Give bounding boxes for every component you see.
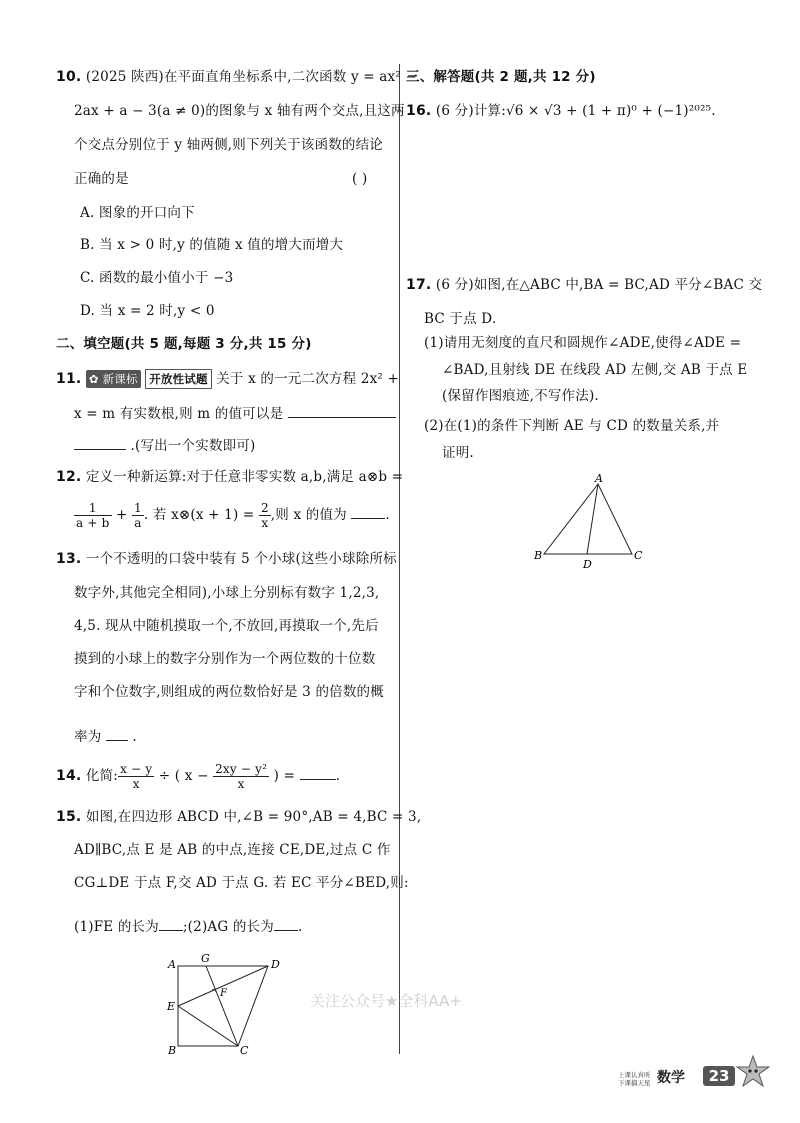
- q17-part1-line2: ∠BAD,且射线 DE 在线段 AD 左侧,交 AB 于点 E: [442, 362, 748, 378]
- q13-line4: 摸到的小球上的数字分别作为一个两位数的十位数: [74, 651, 376, 667]
- q17-part1-line1: (1)请用无刻度的直尺和圆规作∠ADE,使得∠ADE =: [424, 335, 742, 351]
- q15-figure: [164, 954, 294, 1054]
- label-a: A: [595, 472, 603, 485]
- q12-condition: . 若 x⊗(x + 1) =: [143, 507, 255, 523]
- label-g: G: [201, 954, 210, 965]
- label-c: C: [634, 549, 643, 562]
- q12-fraction-3: $\frac{2}{x}$: [260, 501, 269, 530]
- q14-fraction-2: $\frac{\text{2xy − y²}}{x}$: [215, 762, 268, 791]
- label-b: B: [168, 1044, 177, 1054]
- q14-fraction-1: $\frac{x - y}{x}$: [120, 762, 153, 791]
- q11-line3: .(写出一个实数即可): [130, 438, 256, 454]
- q12-ask: ,则 x 的值为: [270, 507, 347, 523]
- q14-prefix: 化简:: [85, 768, 119, 784]
- label-c: C: [240, 1044, 249, 1054]
- q15-line4-a: (1)FE 的长为: [74, 919, 159, 935]
- q15-answer-blank-1: [159, 916, 183, 931]
- label-e: E: [167, 1000, 176, 1013]
- q15-line1: 如图,在四边形 ABCD 中,∠B = 90°,AB = 4,BC = 3,: [85, 809, 422, 825]
- quadrilateral-abcd: [178, 966, 268, 1046]
- star-mascot-icon: [736, 1054, 770, 1094]
- q13-number: 13.: [56, 551, 82, 567]
- q12-number: 12.: [56, 469, 82, 485]
- footer-subject: 数学: [657, 1070, 685, 1086]
- q12-line1: 定义一种新运算:对于任意非零实数 a,b,满足 a⊗b =: [85, 469, 404, 485]
- label-b: B: [534, 549, 543, 562]
- fill-section-title: 二、填空题(共 5 题,每题 3 分,共 15 分): [56, 336, 312, 352]
- footer-tagline: [618, 1071, 651, 1087]
- q12-answer-blank: [351, 506, 385, 519]
- q13-line2: 数字外,其他完全相同),小球上分别标有数字 1,2,3,: [74, 585, 380, 601]
- q10-line3: 个交点分别位于 y 轴两侧,则下列关于该函数的结论: [74, 137, 383, 153]
- q13-answer-blank: [106, 718, 128, 741]
- q12-fraction-2: $\frac{1}{a}$: [134, 501, 142, 530]
- watermark-text: 关注公众号★全科AA+: [310, 992, 462, 1010]
- q10-number: 10.: [56, 69, 82, 85]
- q17-part2-line2: 证明.: [442, 445, 474, 461]
- q10-line2: 2ax + a − 3(a ≠ 0)的图象与 x 轴有两个交点,且这两: [74, 103, 405, 119]
- q17-line2: BC 于点 D.: [424, 311, 497, 327]
- q13-line3: 4,5. 现从中随机摸取一个,不放回,再摸取一个,先后: [74, 618, 379, 634]
- q14-equals: ) =: [273, 768, 296, 784]
- open-question-badge: 开放性试题: [145, 369, 212, 389]
- label-d: D: [583, 558, 592, 571]
- q17-number: 17.: [406, 277, 432, 293]
- q15-number: 15.: [56, 809, 82, 825]
- q11-number: 11.: [56, 371, 82, 387]
- q13-line1: 一个不透明的口袋中装有 5 个小球(这些小球除所标: [85, 551, 397, 567]
- q10-option-d: D. 当 x = 2 时,y < 0: [80, 303, 215, 319]
- page-number: 23: [703, 1066, 735, 1086]
- q10-option-c: C. 函数的最小值小于 −3: [80, 270, 234, 286]
- q14-number: 14.: [56, 768, 82, 784]
- new-curriculum-badge: ✿ 新课标: [86, 370, 141, 388]
- footer-tagline-2: 下课搞天星: [618, 1079, 651, 1087]
- q15-line2: AD∥BC,点 E 是 AB 的中点,连接 CE,DE,过点 C 作: [74, 842, 391, 858]
- q11-answer-blank-2: [74, 435, 126, 450]
- q16-text: (6 分)计算:√6 × √3 + (1 + π)⁰ + (−1)²⁰²⁵.: [435, 103, 716, 119]
- label-d: D: [271, 958, 280, 971]
- triangle-abc: [544, 484, 632, 554]
- q12-fraction-1: $\frac{1}{a + b}$: [76, 501, 110, 530]
- q11-line2: x = m 有实数根,则 m 的值可以是: [74, 406, 284, 422]
- q14-answer-blank: [300, 765, 336, 780]
- q17-triangle-figure: [534, 472, 654, 572]
- q15-line4-b: ;(2)AG 的长为: [182, 919, 274, 935]
- q17-line1: (6 分)如图,在△ABC 中,BA = BC,AD 平分∠BAC 交: [435, 277, 763, 293]
- q13-line6: 率为: [74, 729, 102, 745]
- q10-answer-paren: ( ): [352, 171, 368, 187]
- segment-ad: [587, 484, 598, 554]
- label-f: F: [220, 988, 227, 999]
- q17-part2-line1: (2)在(1)的条件下判断 AE 与 CD 的数量关系,并: [424, 418, 720, 434]
- q11-answer-blank-1: [288, 403, 396, 418]
- q10-option-a: A. 图象的开口向下: [80, 205, 195, 221]
- q14-operator: ÷ ( x −: [158, 768, 209, 784]
- q16-number: 16.: [406, 103, 432, 119]
- q17-part1-line3: (保留作图痕迹,不写作法).: [442, 388, 599, 404]
- q11-line1: 关于 x 的一元二次方程 2x² +: [216, 371, 400, 387]
- q15-line3: CG⊥DE 于点 F,交 AD 于点 G. 若 EC 平分∠BED,则:: [74, 875, 409, 891]
- q10-line1: (2025 陕西)在平面直角坐标系中,二次函数 y = ax² −: [85, 69, 417, 85]
- label-a: A: [168, 958, 176, 971]
- q12-plus: +: [116, 507, 128, 523]
- footer-tagline-1: 上课认真听: [618, 1071, 651, 1079]
- q13-line5: 字和个位数字,则组成的两位数恰好是 3 的倍数的概: [74, 684, 384, 700]
- q10-option-b: B. 当 x > 0 时,y 的值随 x 值的增大而增大: [80, 237, 344, 253]
- q10-line4: 正确的是: [74, 171, 129, 187]
- column-divider: [399, 64, 400, 1054]
- q15-answer-blank-2: [274, 908, 298, 931]
- answer-section-title: 三、解答题(共 2 题,共 12 分): [406, 69, 596, 85]
